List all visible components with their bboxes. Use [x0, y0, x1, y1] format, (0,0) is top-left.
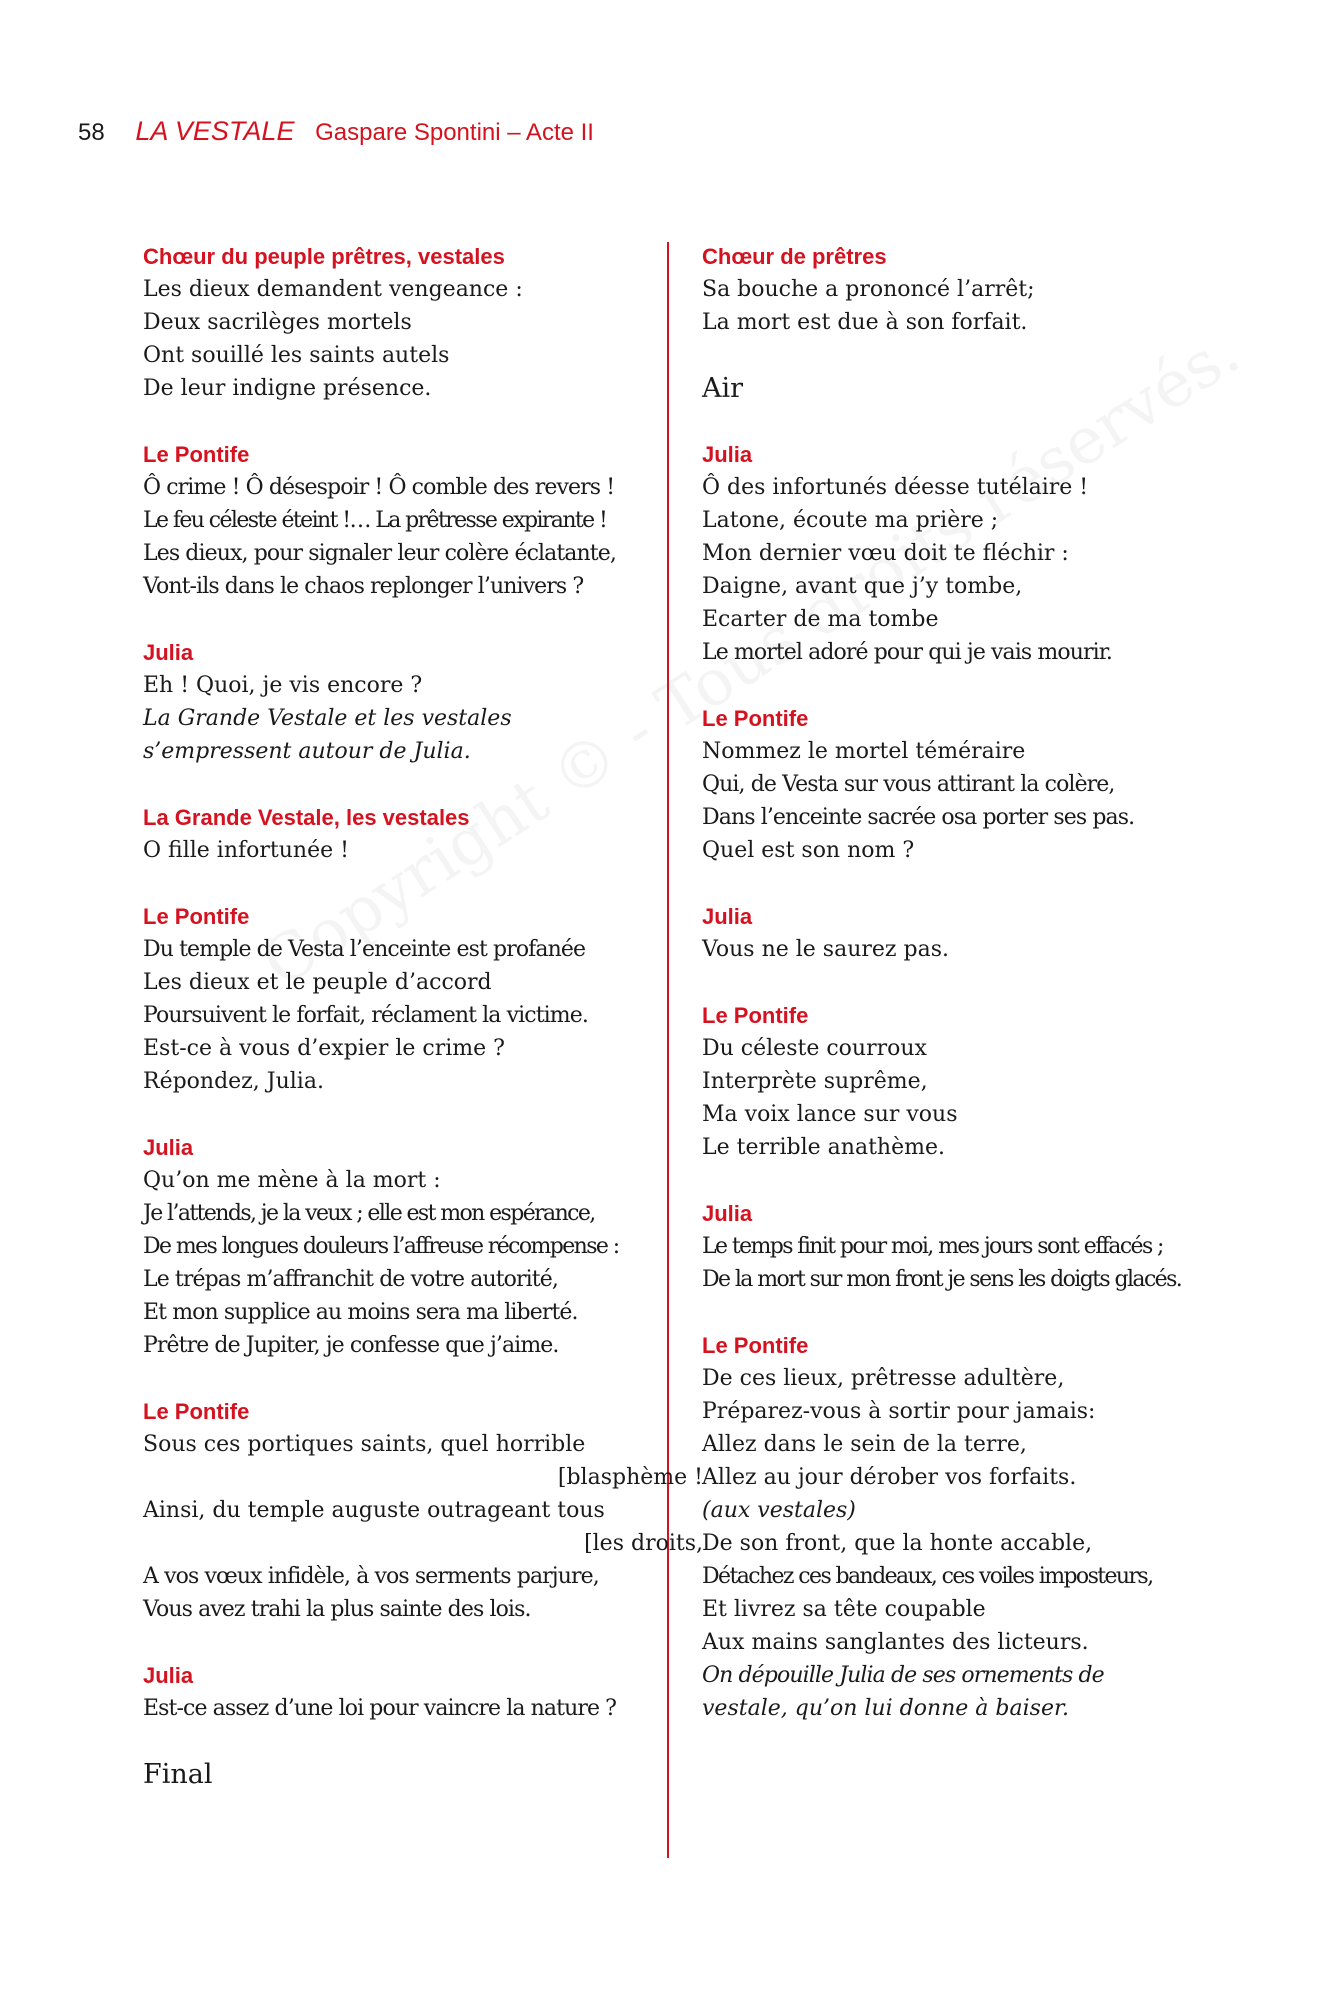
verse-line: Le trépas m’affranchit de votre autorité, [143, 1267, 558, 1292]
dialogue-block [143, 240, 703, 405]
verse-line: Sous ces portiques saints, quel horrible [143, 1432, 586, 1457]
verse-line: O fille infortunée ! [143, 838, 349, 863]
verse-line: Ont souillé les saints autels [143, 343, 450, 368]
verse-line: Est-ce assez d’une loi pour vaincre la nature ? [143, 1696, 617, 1721]
verse-line: Interprète suprême, [702, 1069, 928, 1094]
verse-line: Ô crime ! Ô désespoir ! Ô comble des revers ! [143, 475, 615, 500]
verse-line: A vos vœux infidèle, à vos serments parjure, [143, 1564, 599, 1589]
speaker-name: Le Pontife [143, 1399, 250, 1424]
verse-line: Aux mains sanglantes des licteurs. [702, 1630, 1089, 1655]
stage-direction: On dépouille Julia de ses ornements de [702, 1663, 1104, 1688]
speaker-name: Chœur de prêtres [702, 244, 887, 269]
dialogue-block [702, 900, 1292, 966]
dialogue-block [143, 801, 703, 867]
verse-line: Qu’on me mène à la mort : [143, 1168, 441, 1193]
verse-line: De la mort sur mon front je sens les doigts glacés. [702, 1267, 1182, 1292]
verse-line: Mon dernier vœu doit te fléchir : [702, 541, 1069, 566]
opera-title: LA VESTALE [135, 116, 295, 146]
speaker-name: Julia [143, 1135, 194, 1160]
verse-line: Dans l’enceinte sacrée osa porter ses pas. [702, 805, 1135, 830]
verse-line: Les dieux et le peuple d’accord [143, 970, 492, 995]
dialogue-block [702, 438, 1292, 669]
speaker-name: Julia [702, 1201, 753, 1226]
page-number: 58 [78, 119, 105, 146]
verse-line: Du temple de Vesta l’enceinte est profanée [143, 937, 586, 962]
verse-line: Répondez, Julia. [143, 1069, 324, 1094]
verse-line: [les droits, [584, 1531, 703, 1556]
section-heading: Air [702, 373, 744, 404]
speaker-name: Le Pontife [143, 904, 250, 929]
right-column [702, 240, 1292, 1758]
verse-line: Ma voix lance sur vous [702, 1102, 958, 1127]
verse-line: Ainsi, du temple auguste outrageant tous [143, 1498, 605, 1523]
verse-line: Le feu céleste éteint !… La prêtresse expirante ! [143, 508, 607, 533]
verse-line: La mort est due à son forfait. [702, 310, 1028, 335]
speaker-name: Le Pontife [702, 1003, 809, 1028]
dialogue-block [143, 1395, 703, 1626]
verse-line: Est-ce à vous d’expier le crime ? [143, 1036, 505, 1061]
verse-line: Et mon supplice au moins sera ma liberté. [143, 1300, 578, 1325]
verse-line: Deux sacrilèges mortels [143, 310, 412, 335]
verse-line: Sa bouche a prononcé l’arrêt; [702, 277, 1035, 302]
dialogue-block [702, 240, 1292, 339]
stage-direction: (aux vestales) [702, 1498, 856, 1523]
verse-line: Et livrez sa tête coupable [702, 1597, 986, 1622]
dialogue-block [143, 636, 703, 768]
speaker-name: Le Pontife [702, 1333, 809, 1358]
header-subtitle: Gaspare Spontini – Acte II [315, 119, 594, 146]
stage-direction: vestale, qu’on lui donne à baiser. [702, 1696, 1070, 1721]
dialogue-block [702, 702, 1292, 867]
verse-line: Vous ne le saurez pas. [702, 937, 949, 962]
verse-line: Les dieux, pour signaler leur colère éclatante, [143, 541, 616, 566]
verse-line: Eh ! Quoi, je vis encore ? [143, 673, 423, 698]
dialogue-block [702, 1329, 1292, 1725]
verse-line: Du céleste courroux [702, 1036, 927, 1061]
speaker-name: Le Pontife [143, 442, 250, 467]
dialogue-block [143, 1131, 703, 1362]
verse-line: Préparez-vous à sortir pour jamais: [702, 1399, 1096, 1424]
left-column [143, 240, 703, 1824]
verse-line: De son front, que la honte accable, [702, 1531, 1093, 1556]
verse-line: Poursuivent le forfait, réclament la victime. [143, 1003, 588, 1028]
verse-line: Qui, de Vesta sur vous attirant la colère, [702, 772, 1115, 797]
verse-line: Prêtre de Jupiter, je confesse que j’aime. [143, 1333, 559, 1358]
verse-line: Détachez ces bandeaux, ces voiles imposteurs, [702, 1564, 1153, 1589]
verse-line: Nommez le mortel téméraire [702, 739, 1026, 764]
dialogue-block [143, 438, 703, 603]
speaker-name: Le Pontife [702, 706, 809, 731]
running-header [78, 116, 594, 147]
verse-line: Allez dans le sein de la terre, [702, 1432, 1027, 1457]
verse-line: [blasphème ! [557, 1465, 703, 1490]
speaker-name: Chœur du peuple prêtres, vestales [143, 244, 505, 269]
verse-line: Le temps finit pour moi, mes jours sont effacés ; [702, 1234, 1163, 1259]
section-heading: Final [143, 1759, 213, 1790]
speaker-name: Julia [143, 1663, 194, 1688]
verse-line: Allez au jour dérober vos forfaits. [702, 1465, 1077, 1490]
verse-line: De ces lieux, prêtresse adultère, [702, 1366, 1065, 1391]
dialogue-block [702, 999, 1292, 1164]
verse-line: Je l’attends, je la veux ; elle est mon espérance, [143, 1201, 595, 1226]
verse-line: Ô des infortunés déesse tutélaire ! [702, 475, 1089, 500]
verse-line: Le terrible anathème. [702, 1135, 945, 1160]
verse-line: Les dieux demandent vengeance : [143, 277, 523, 302]
dialogue-block [702, 1197, 1292, 1296]
verse-line: De leur indigne présence. [143, 376, 432, 401]
stage-direction: s’empressent autour de Julia. [143, 739, 471, 764]
speaker-name: La Grande Vestale, les vestales [143, 805, 470, 830]
verse-line: Daigne, avant que j’y tombe, [702, 574, 1023, 599]
dialogue-block [143, 900, 703, 1098]
verse-line: Quel est son nom ? [702, 838, 915, 863]
verse-line: Vont-ils dans le chaos replonger l’univers ? [143, 574, 584, 599]
verse-line: Latone, écoute ma prière ; [702, 508, 999, 533]
dialogue-block [143, 1659, 703, 1725]
speaker-name: Julia [143, 640, 194, 665]
speaker-name: Julia [702, 904, 753, 929]
verse-line: Ecarter de ma tombe [702, 607, 939, 632]
verse-line: De mes longues douleurs l’affreuse récompense : [143, 1234, 619, 1259]
verse-line: Vous avez trahi la plus sainte des lois. [143, 1597, 531, 1622]
speaker-name: Julia [702, 442, 753, 467]
stage-direction: La Grande Vestale et les vestales [143, 706, 512, 731]
verse-line: Le mortel adoré pour qui je vais mourir. [702, 640, 1113, 665]
